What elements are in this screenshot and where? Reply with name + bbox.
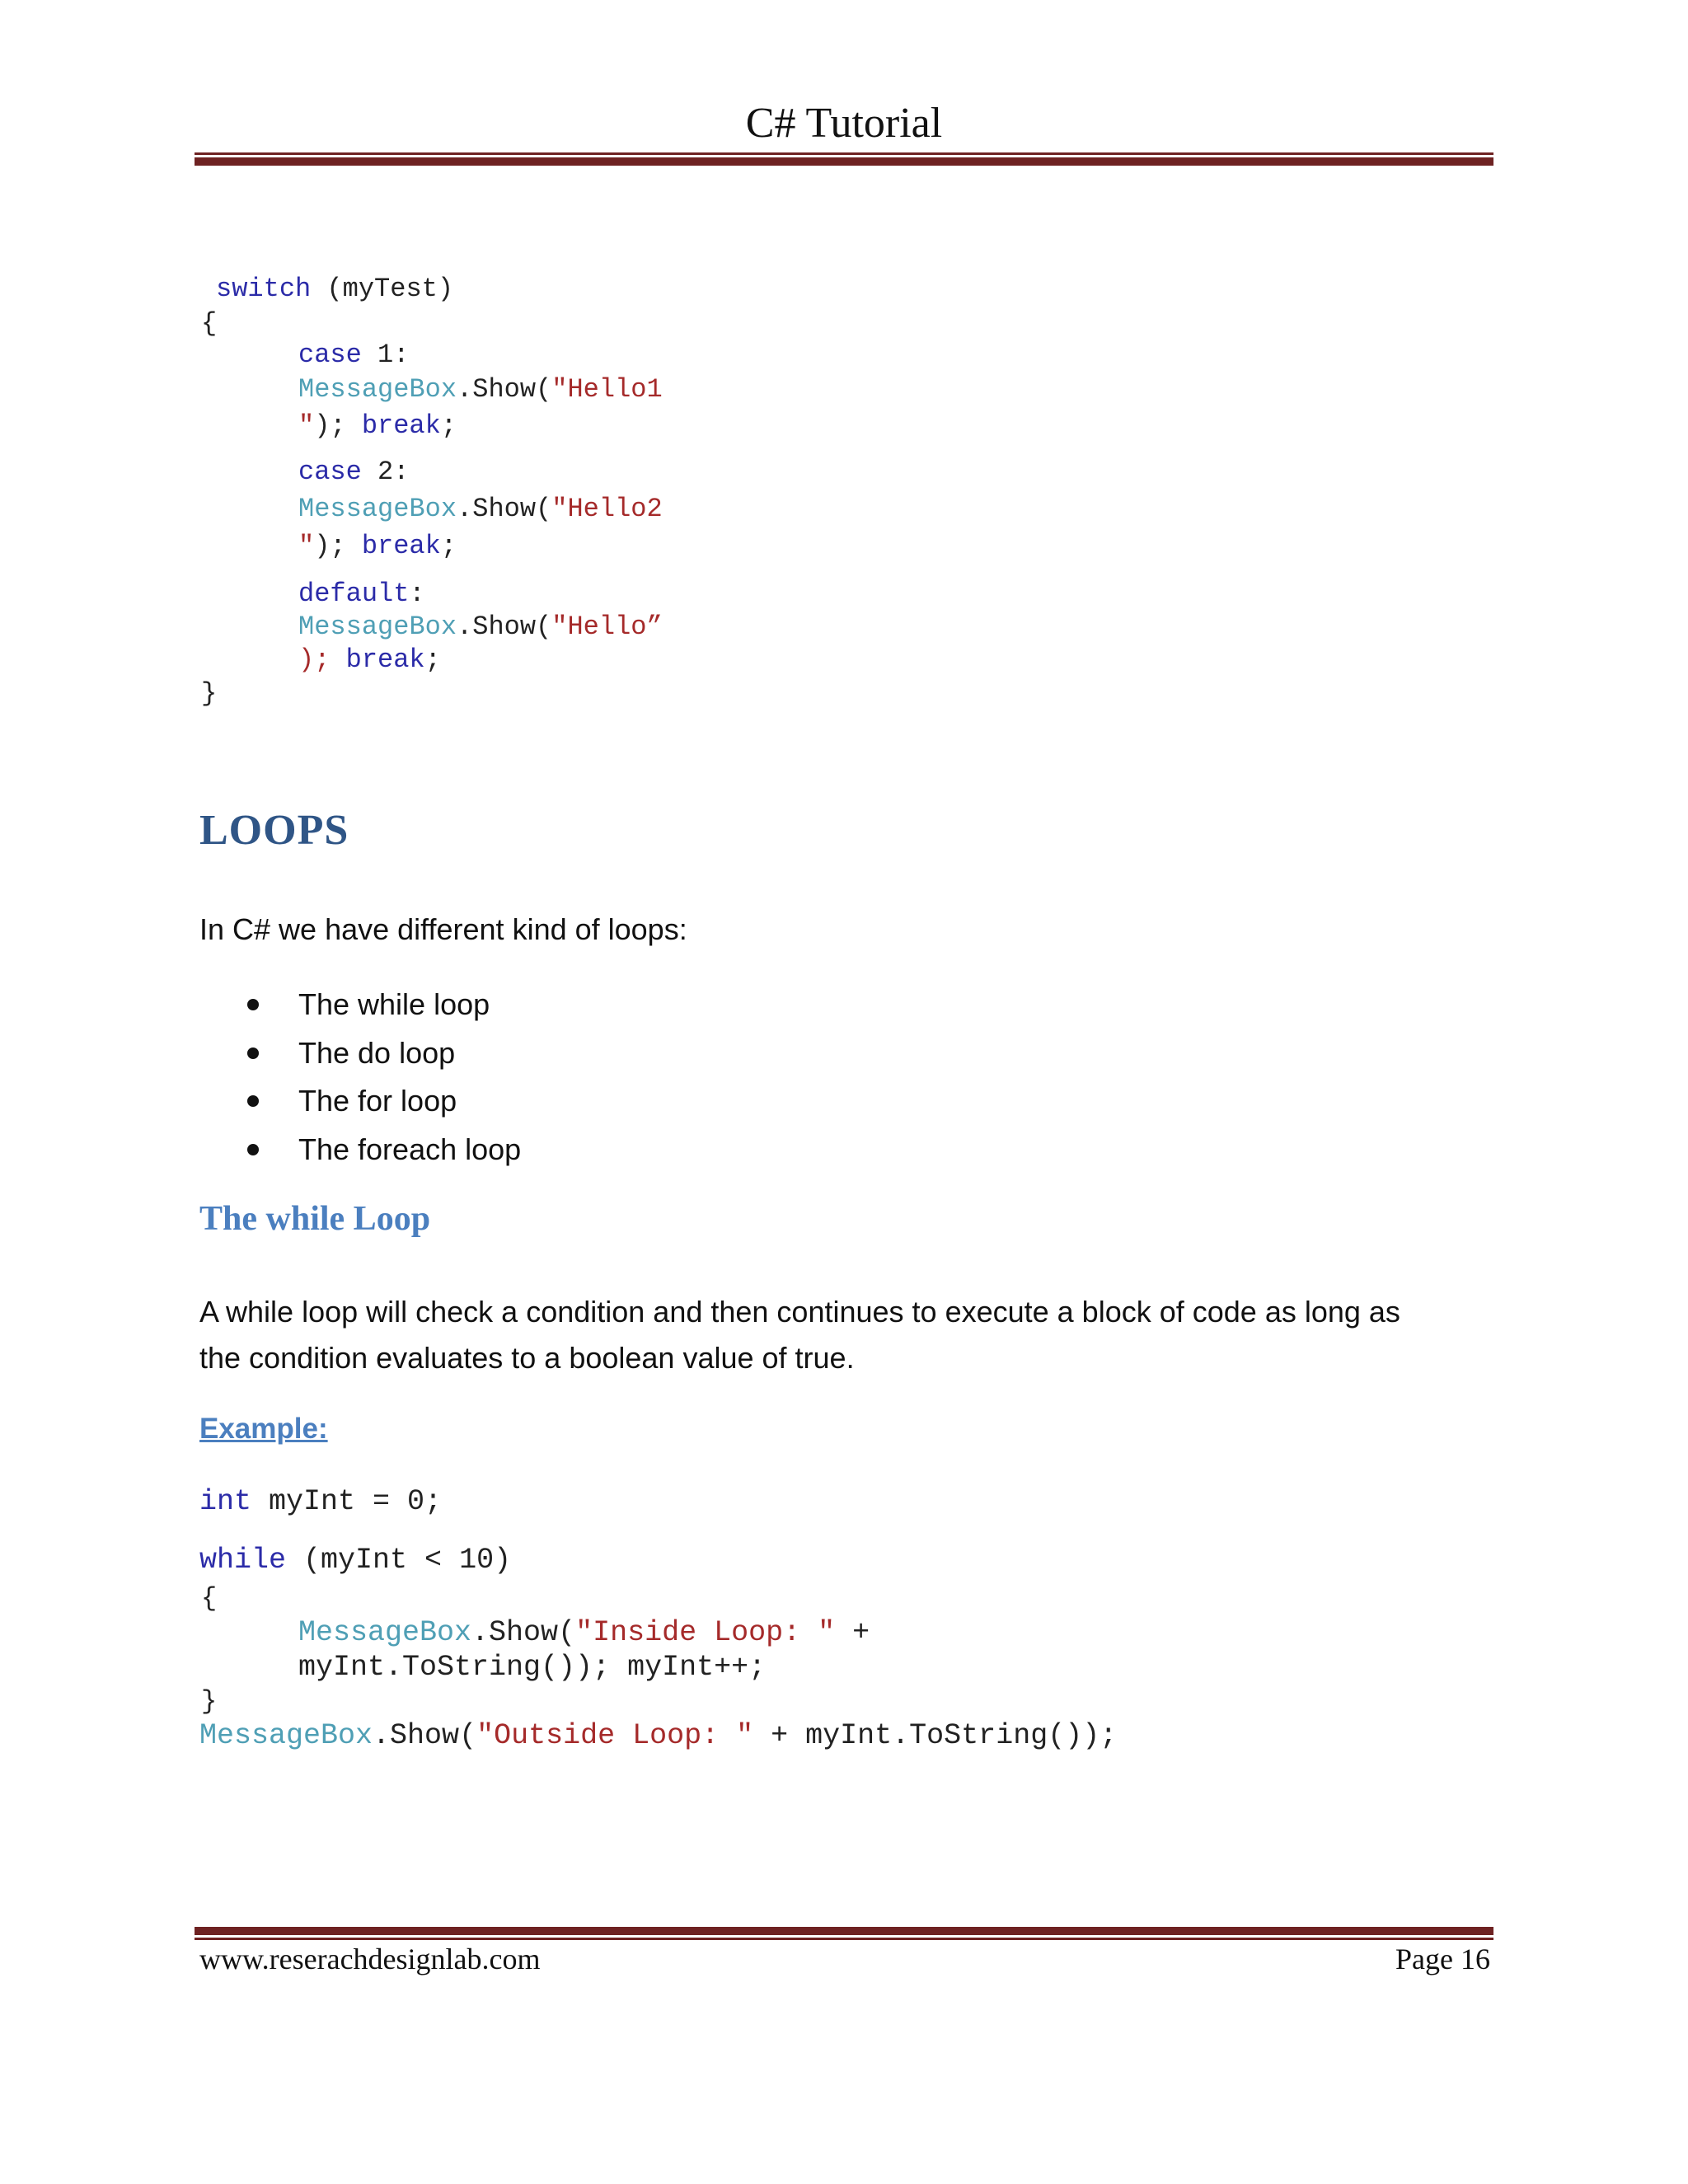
code-text: .Show( <box>457 612 552 642</box>
code-text: ); <box>314 410 362 441</box>
code-text: 1: <box>361 340 410 370</box>
list-item <box>247 1029 521 1078</box>
code-text: ; <box>440 410 457 441</box>
code-keyword: switch <box>216 274 312 304</box>
code-string: "Hello” <box>551 612 663 642</box>
list-item <box>247 1077 521 1126</box>
list-item <box>247 1126 521 1174</box>
footer-website: www.reserachdesignlab.com <box>199 1943 541 1975</box>
list-item-label: The for loop <box>298 1084 457 1118</box>
code-type: MessageBox <box>298 612 457 642</box>
bullet-icon <box>247 1144 259 1155</box>
code-line-case2 <box>298 456 409 489</box>
loops-bullet-list <box>247 981 521 1174</box>
header-rule-thick <box>195 157 1493 166</box>
code-string: "Hello1 <box>551 374 663 405</box>
code-line-case1-show <box>298 373 663 406</box>
code-keyword: break <box>345 644 425 675</box>
code-line-case2-end <box>298 530 457 563</box>
code-line-int-decl <box>199 1485 442 1518</box>
code-line-case2-show <box>298 493 663 526</box>
code-open-brace: { <box>201 1583 218 1614</box>
code-keyword: break <box>361 531 441 561</box>
code-text: + <box>835 1616 870 1649</box>
code-keyword: default <box>298 579 410 609</box>
code-keyword: case <box>298 340 362 370</box>
code-text: 2: <box>361 457 410 487</box>
list-item <box>247 981 521 1029</box>
code-text: ); <box>314 531 362 561</box>
code-text: ; <box>440 531 457 561</box>
code-text: myInt = 0; <box>251 1485 443 1518</box>
code-string: "Inside Loop: " <box>575 1616 836 1649</box>
code-line-outer-show <box>199 1719 1117 1752</box>
code-text: .Show( <box>471 1616 576 1649</box>
example-label: Example: <box>199 1413 328 1445</box>
code-line-inner-cont: myInt.ToString()); myInt++; <box>298 1651 767 1684</box>
code-type: MessageBox <box>298 374 457 405</box>
code-keyword: while <box>199 1544 287 1577</box>
code-line-default <box>298 578 425 611</box>
code-type: MessageBox <box>199 1719 373 1752</box>
code-type: MessageBox <box>298 494 457 524</box>
code-text: .Show( <box>457 374 552 405</box>
code-text: ; <box>424 644 441 675</box>
code-line-default-show <box>298 611 663 644</box>
while-description-line-1: A while loop will check a condition and then continues to execute a block of code as long as <box>199 1295 1400 1329</box>
page-header-title: C# Tutorial <box>745 100 943 147</box>
code-keyword: int <box>199 1485 252 1518</box>
bullet-icon <box>247 999 259 1010</box>
footer-page-number: Page 16 <box>1395 1943 1490 1975</box>
code-keyword: break <box>361 410 441 441</box>
list-item-label: The foreach loop <box>298 1132 522 1166</box>
code-string: " <box>298 410 315 441</box>
code-close-brace: } <box>201 1686 218 1717</box>
header-rule-thin <box>195 152 1493 155</box>
code-text: : <box>409 579 425 609</box>
code-text: (myInt < 10) <box>286 1544 512 1577</box>
code-line-default-end <box>298 644 441 677</box>
code-close-brace: } <box>201 678 218 709</box>
code-open-brace: { <box>201 308 218 339</box>
code-text: .Show( <box>457 494 552 524</box>
code-line-switch <box>216 273 453 306</box>
while-description-line-2: the condition evaluates to a boolean value of true. <box>199 1341 855 1375</box>
code-line-while <box>199 1544 511 1577</box>
subsection-heading-while-loop: The while Loop <box>199 1200 431 1238</box>
code-string: "Outside Loop: " <box>476 1719 754 1752</box>
code-line-inner-show <box>298 1616 870 1649</box>
section-heading-loops: LOOPS <box>199 807 349 854</box>
code-text: .Show( <box>373 1719 477 1752</box>
code-string: "Hello2 <box>551 494 663 524</box>
list-item-label: The do loop <box>298 1035 456 1070</box>
footer-rule-thin <box>195 1938 1493 1940</box>
bullet-icon <box>247 1047 259 1059</box>
code-text: + myInt.ToString()); <box>753 1719 1118 1752</box>
code-line-case1-end <box>298 410 457 443</box>
code-string: " <box>298 531 315 561</box>
code-string: ); <box>298 644 346 675</box>
code-type: MessageBox <box>298 1616 472 1649</box>
loops-intro-paragraph: In C# we have different kind of loops: <box>199 912 687 946</box>
code-line-case1 <box>298 339 409 372</box>
footer-rule-thick <box>195 1927 1493 1935</box>
code-text: (myTest) <box>311 274 454 304</box>
bullet-icon <box>247 1095 259 1107</box>
code-keyword: case <box>298 457 362 487</box>
list-item-label: The while loop <box>298 987 490 1021</box>
